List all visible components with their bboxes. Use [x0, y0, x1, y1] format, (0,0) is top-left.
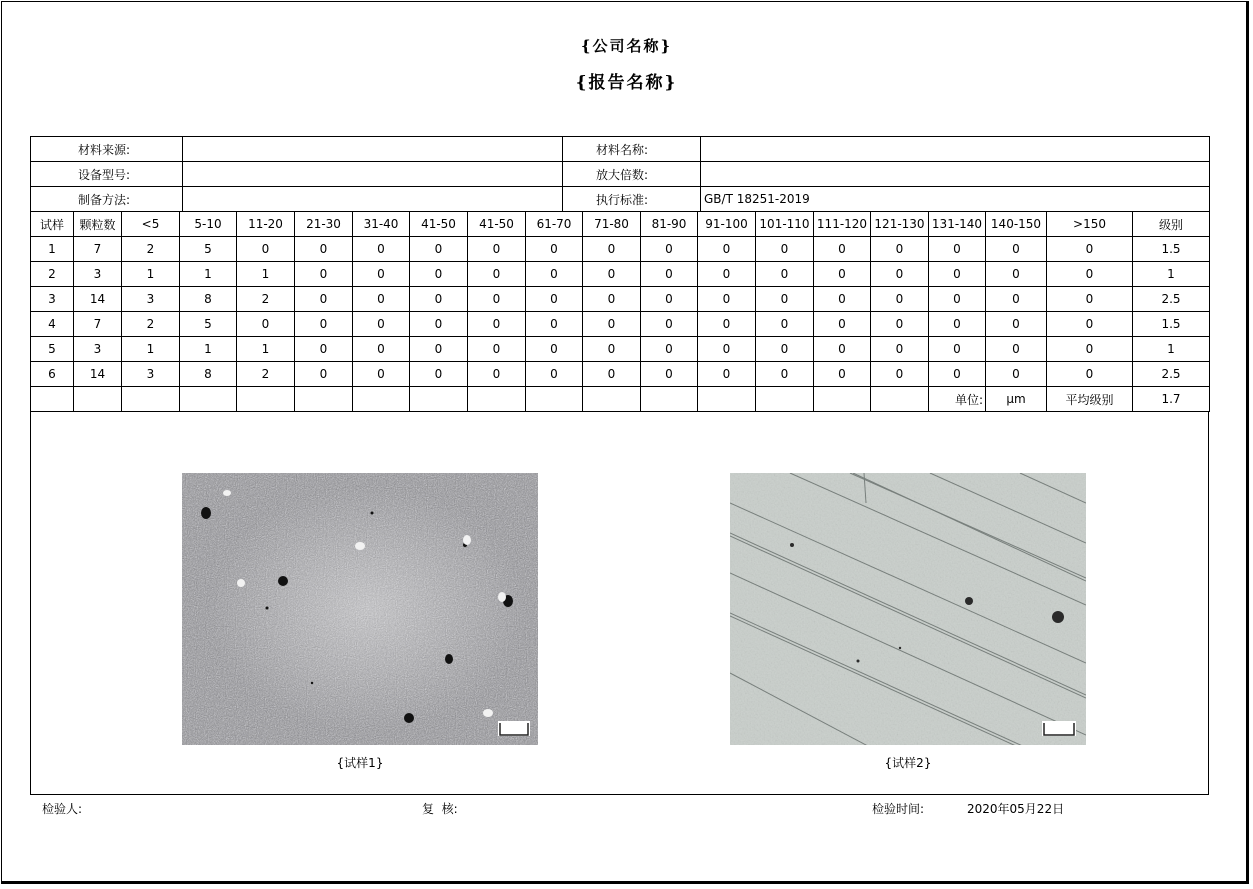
table-cell: 0 [698, 287, 756, 312]
table-cell: 0 [641, 237, 698, 262]
table-cell: 0 [756, 287, 814, 312]
table-cell: 6 [31, 362, 74, 387]
sample2-micrograph [730, 473, 1086, 745]
prep-method-value [183, 187, 563, 212]
column-header: <5 [122, 212, 180, 237]
empty-cell [31, 387, 74, 412]
table-cell: 2 [122, 237, 180, 262]
summary-row [31, 387, 1210, 412]
table-cell: 0 [871, 337, 929, 362]
column-header: 121-130 [871, 212, 929, 237]
empty-cell [583, 387, 641, 412]
table-cell: 7 [74, 312, 122, 337]
sample1-caption: {试样1} [336, 756, 384, 770]
table-cell: 0 [353, 337, 410, 362]
material-source-value [183, 137, 563, 162]
empty-cell [756, 387, 814, 412]
table-cell: 0 [468, 312, 526, 337]
particle-table [30, 211, 1210, 412]
table-cell: 0 [295, 262, 353, 287]
info-row [31, 187, 1210, 212]
unit-label: 单位: [929, 387, 986, 412]
table-cell: 0 [353, 262, 410, 287]
table-cell: 0 [871, 237, 929, 262]
table-cell: 2.5 [1133, 362, 1210, 387]
table-header-row [31, 212, 1210, 237]
table-cell: 0 [698, 362, 756, 387]
empty-cell [698, 387, 756, 412]
table-cell: 1.5 [1133, 237, 1210, 262]
table-cell: 1 [180, 262, 237, 287]
table-cell: 0 [583, 362, 641, 387]
table-cell: 0 [986, 237, 1047, 262]
table-cell: 1 [122, 262, 180, 287]
table-cell: 0 [410, 362, 468, 387]
table-cell: 0 [468, 262, 526, 287]
table-cell: 3 [74, 262, 122, 287]
empty-cell [871, 387, 929, 412]
table-cell: 0 [814, 362, 871, 387]
table-cell: 0 [468, 237, 526, 262]
device-model-value [183, 162, 563, 187]
table-row [31, 262, 1210, 287]
table-cell: 1 [1133, 337, 1210, 362]
table-cell: 0 [814, 237, 871, 262]
table-cell: 1 [1133, 262, 1210, 287]
table-cell: 0 [756, 312, 814, 337]
table-cell: 0 [295, 337, 353, 362]
table-cell: 0 [929, 262, 986, 287]
empty-cell [641, 387, 698, 412]
magnification-value [701, 162, 1210, 187]
table-cell: 0 [641, 362, 698, 387]
table-cell: 0 [1047, 237, 1133, 262]
table-cell: 0 [468, 337, 526, 362]
table-cell: 0 [814, 337, 871, 362]
table-cell: 0 [1047, 287, 1133, 312]
empty-cell [74, 387, 122, 412]
table-cell: 2 [237, 362, 295, 387]
table-cell: 0 [526, 287, 583, 312]
table-cell: 0 [353, 287, 410, 312]
table-cell: 0 [1047, 362, 1133, 387]
info-table [30, 136, 1210, 212]
column-header: 5-10 [180, 212, 237, 237]
empty-cell [295, 387, 353, 412]
table-cell: 0 [410, 237, 468, 262]
column-header: 131-140 [929, 212, 986, 237]
table-cell: 0 [756, 362, 814, 387]
table-cell: 0 [237, 312, 295, 337]
standard-value: GB/T 18251-2019 [701, 187, 1210, 212]
material-name-value [701, 137, 1210, 162]
device-model-label: 设备型号: [31, 162, 183, 187]
table-cell: 2 [122, 312, 180, 337]
company-name: {公司名称} [580, 37, 673, 55]
table-cell: 0 [468, 287, 526, 312]
table-cell: 3 [122, 362, 180, 387]
table-cell: 3 [122, 287, 180, 312]
table-cell: 0 [410, 312, 468, 337]
table-cell: 0 [1047, 312, 1133, 337]
table-cell: 4 [31, 312, 74, 337]
table-cell: 0 [237, 237, 295, 262]
table-cell: 14 [74, 287, 122, 312]
report-name: {报告名称} [575, 73, 678, 93]
table-cell: 0 [1047, 262, 1133, 287]
table-row [31, 312, 1210, 337]
table-cell: 0 [583, 312, 641, 337]
table-cell: 3 [74, 337, 122, 362]
magnification-label: 放大倍数: [563, 162, 701, 187]
column-header: 41-50 [468, 212, 526, 237]
table-cell: 0 [814, 262, 871, 287]
table-cell: 0 [986, 337, 1047, 362]
table-cell: 0 [410, 287, 468, 312]
table-cell: 2.5 [1133, 287, 1210, 312]
table-cell: 0 [698, 237, 756, 262]
column-header: 颗粒数 [74, 212, 122, 237]
empty-cell [468, 387, 526, 412]
table-cell: 0 [583, 237, 641, 262]
table-cell: 0 [698, 312, 756, 337]
empty-cell [410, 387, 468, 412]
average-grade-value: 1.7 [1133, 387, 1210, 412]
table-cell: 0 [583, 262, 641, 287]
table-cell: 0 [353, 362, 410, 387]
column-header: 71-80 [583, 212, 641, 237]
column-header: 140-150 [986, 212, 1047, 237]
column-header: 91-100 [698, 212, 756, 237]
table-cell: 0 [986, 362, 1047, 387]
table-cell: 0 [756, 237, 814, 262]
table-cell: 0 [814, 287, 871, 312]
table-cell: 1 [237, 337, 295, 362]
material-name-label: 材料名称: [563, 137, 701, 162]
table-cell: 0 [526, 262, 583, 287]
table-cell: 0 [583, 287, 641, 312]
table-cell: 5 [180, 312, 237, 337]
table-cell: 0 [295, 362, 353, 387]
table-row [31, 337, 1210, 362]
table-cell: 2 [237, 287, 295, 312]
sample1-micrograph [182, 473, 538, 745]
column-header: 101-110 [756, 212, 814, 237]
empty-cell [122, 387, 180, 412]
info-row [31, 137, 1210, 162]
inspection-time-label: 检验时间: [872, 802, 925, 816]
table-cell: 0 [410, 262, 468, 287]
empty-cell [814, 387, 871, 412]
table-cell: 14 [74, 362, 122, 387]
table-cell: 0 [641, 262, 698, 287]
table-cell: 0 [641, 287, 698, 312]
table-cell: 8 [180, 287, 237, 312]
column-header: 11-20 [237, 212, 295, 237]
table-cell: 0 [526, 312, 583, 337]
table-cell: 0 [698, 262, 756, 287]
table-cell: 0 [756, 262, 814, 287]
table-row [31, 237, 1210, 262]
table-cell: 0 [756, 337, 814, 362]
column-header: 21-30 [295, 212, 353, 237]
table-cell: 0 [698, 337, 756, 362]
table-cell: 0 [929, 337, 986, 362]
table-cell: 2 [31, 262, 74, 287]
table-cell: 7 [74, 237, 122, 262]
table-cell: 0 [295, 237, 353, 262]
table-cell: 0 [526, 337, 583, 362]
table-cell: 1.5 [1133, 312, 1210, 337]
material-source-label: 材料来源: [31, 137, 183, 162]
table-cell: 5 [180, 237, 237, 262]
table-cell: 0 [641, 312, 698, 337]
table-cell: 0 [814, 312, 871, 337]
column-header: 61-70 [526, 212, 583, 237]
table-cell: 0 [871, 312, 929, 337]
inspection-time-value: 2020年05月22日 [967, 802, 1065, 816]
sample2-caption: {试样2} [884, 756, 932, 770]
inspector-label: 检验人: [42, 802, 83, 816]
table-cell: 0 [986, 262, 1047, 287]
table-cell: 1 [237, 262, 295, 287]
column-header: 81-90 [641, 212, 698, 237]
empty-cell [237, 387, 295, 412]
table-cell: 0 [929, 287, 986, 312]
table-cell: 0 [295, 287, 353, 312]
photo-area [30, 412, 1209, 795]
column-header: 31-40 [353, 212, 410, 237]
column-header: 试样 [31, 212, 74, 237]
table-row [31, 287, 1210, 312]
table-cell: 0 [871, 262, 929, 287]
table-cell: 0 [871, 362, 929, 387]
table-cell: 0 [526, 237, 583, 262]
table-cell: 0 [353, 237, 410, 262]
table-cell: 0 [986, 287, 1047, 312]
reviewer-label: 复 核: [422, 802, 458, 816]
empty-cell [353, 387, 410, 412]
average-grade-label: 平均级别 [1047, 387, 1133, 412]
info-row [31, 162, 1210, 187]
table-cell: 0 [929, 362, 986, 387]
empty-cell [526, 387, 583, 412]
table-cell: 3 [31, 287, 74, 312]
table-cell: 1 [31, 237, 74, 262]
table-cell: 8 [180, 362, 237, 387]
table-cell: 0 [410, 337, 468, 362]
table-cell: 1 [180, 337, 237, 362]
table-cell: 5 [31, 337, 74, 362]
table-cell: 0 [295, 312, 353, 337]
column-header: 41-50 [410, 212, 468, 237]
table-cell: 0 [353, 312, 410, 337]
table-cell: 0 [526, 362, 583, 387]
table-cell: 1 [122, 337, 180, 362]
table-row [31, 362, 1210, 387]
table-cell: 0 [583, 337, 641, 362]
standard-label: 执行标准: [563, 187, 701, 212]
table-cell: 0 [929, 237, 986, 262]
table-cell: 0 [1047, 337, 1133, 362]
table-cell: 0 [871, 287, 929, 312]
unit-value: μm [986, 387, 1047, 412]
empty-cell [180, 387, 237, 412]
column-header: 111-120 [814, 212, 871, 237]
prep-method-label: 制备方法: [31, 187, 183, 212]
table-cell: 0 [468, 362, 526, 387]
table-cell: 0 [641, 337, 698, 362]
column-header: 级别 [1133, 212, 1210, 237]
table-cell: 0 [929, 312, 986, 337]
column-header: >150 [1047, 212, 1133, 237]
table-cell: 0 [986, 312, 1047, 337]
